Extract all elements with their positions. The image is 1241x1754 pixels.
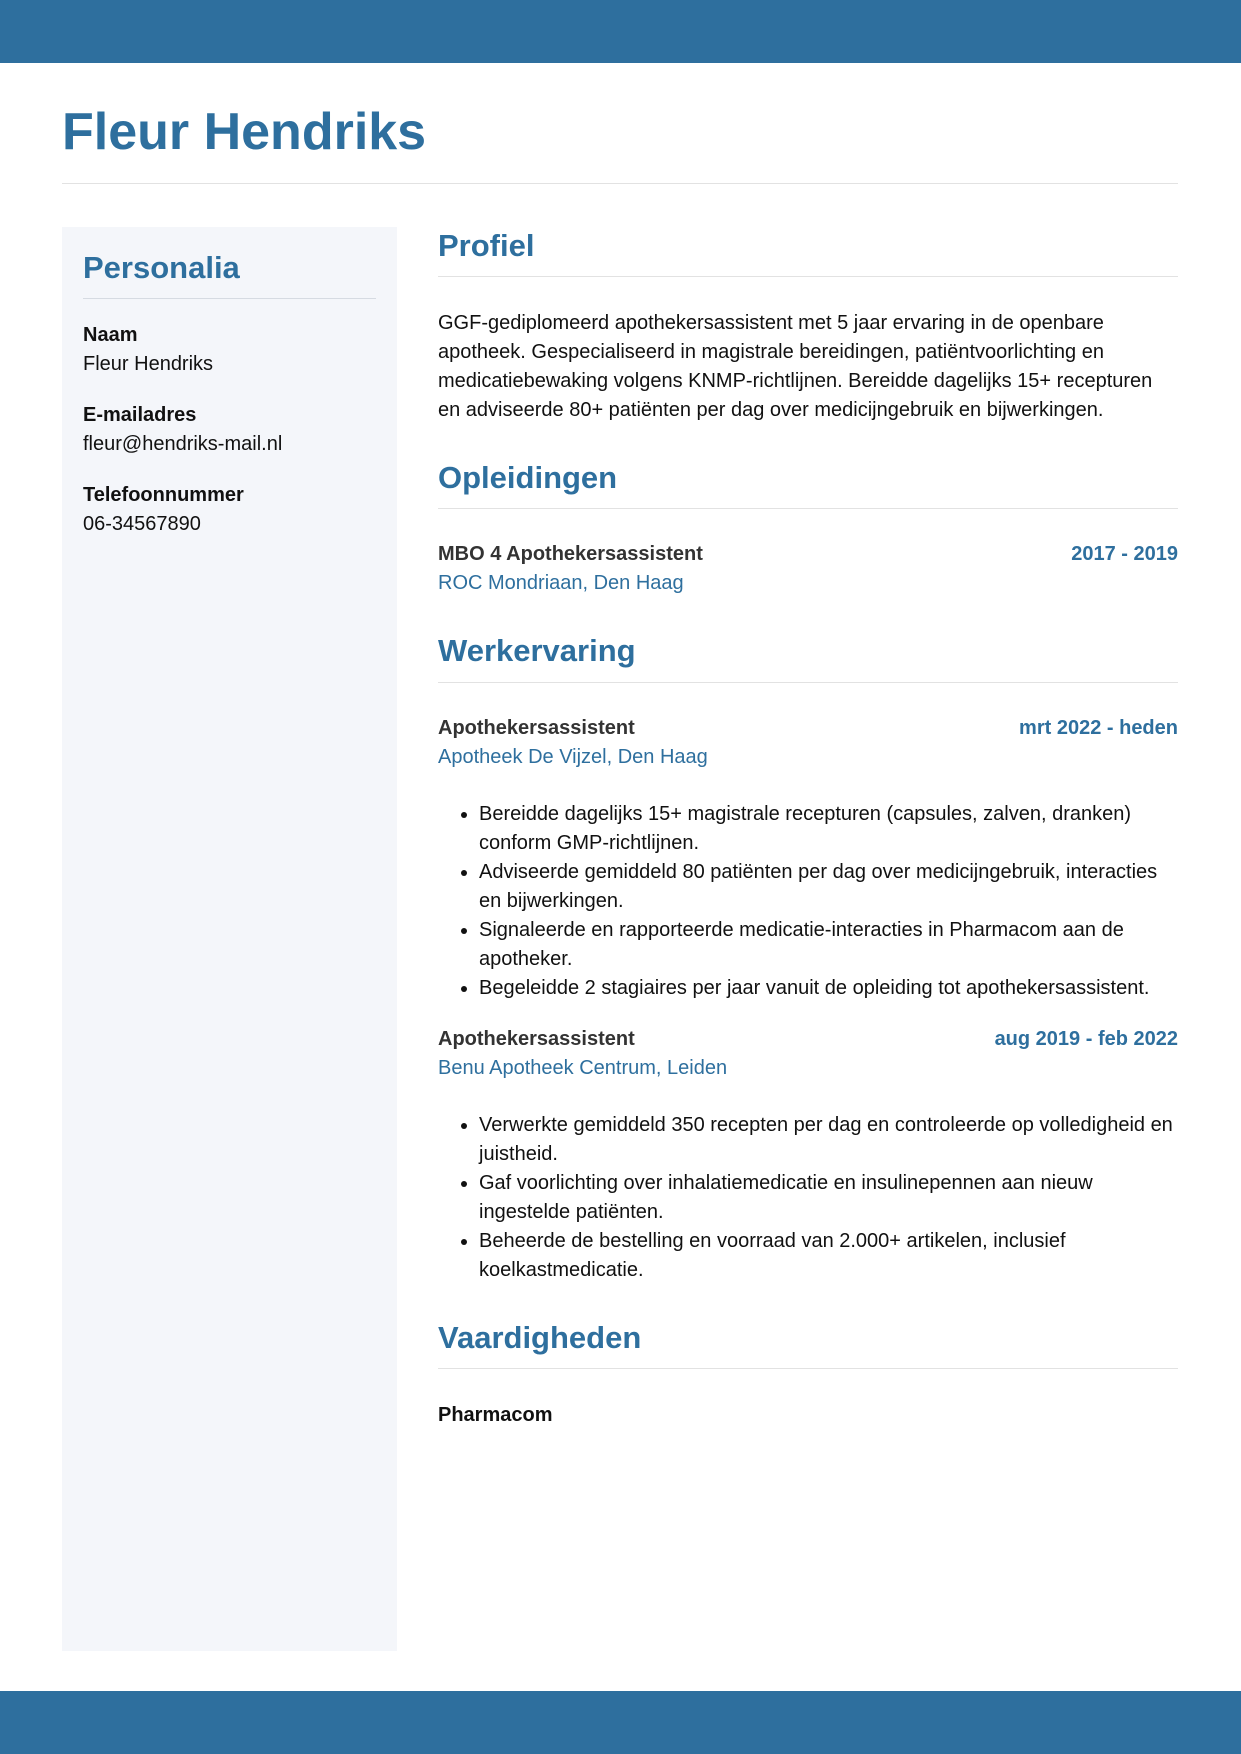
list-item: • Bereidde dagelijks 15+ magistrale recepturen (capsules, zalven, dranken) conform GMP-richtlijnen. (479, 800, 1178, 858)
list-item: • Begeleidde 2 stagiaires per jaar vanuit de opleiding tot apothekersassistent. (479, 974, 1178, 1003)
field-value: Fleur Hendriks (83, 353, 214, 376)
page-title: Fleur Hendriks (62, 103, 427, 161)
list-item: • Adviseerde gemiddeld 80 patiënten per dag over medicijngebruik, interacties en bijwerkingen. (479, 858, 1178, 916)
field-value: fleur@hendriks-mail.nl (83, 433, 283, 456)
entry-dates: mrt 2022 - heden (1019, 716, 1178, 739)
experience-entry (438, 1025, 1178, 1285)
field-value: 06-34567890 (83, 513, 201, 536)
entry-bullet-list (438, 1111, 1178, 1285)
header-divider (62, 183, 1178, 184)
personal-field-email (83, 401, 376, 459)
sidebar-personalia (62, 227, 397, 1651)
entry-title: MBO 4 Apothekersassistent (438, 543, 703, 566)
list-item: • Gaf voorlichting over inhalatiemedicatie en insulinepennen aan nieuw ingestelde patiënten. (479, 1169, 1178, 1227)
section-profile (438, 227, 1178, 425)
section-title: Opleidingen (438, 459, 1178, 509)
field-label: E-mailadres (83, 404, 197, 427)
field-label: Telefoonnummer (83, 484, 244, 507)
entry-dates: aug 2019 - feb 2022 (994, 1027, 1178, 1050)
section-education (438, 459, 1178, 598)
entry-title: Apothekersassistent (438, 716, 635, 739)
profile-text: GGF-gediplomeerd apothekersassistent met 5 jaar ervaring in de openbare apotheek. Gespecialiseerd in magistrale bereidingen, patiëntvoorlichting en medicatiebewaking volgens KNMP-richtlijnen. Bereidde dagelijks 15+ recepturen en adviseerde 80+ patiënten per dag over medicijngebruik en bijwerkingen. (438, 312, 1153, 422)
list-item: • Verwerkte gemiddeld 350 recepten per dag en controleerde op volledigheid en juistheid. (479, 1111, 1178, 1169)
section-title: Werkervaring (438, 632, 1178, 682)
section-title: Profiel (438, 227, 1178, 277)
section-skills (438, 1319, 1178, 1430)
education-entry (438, 540, 1178, 598)
entry-organization: ROC Mondriaan, Den Haag (438, 572, 684, 595)
entry-organization: Benu Apotheek Centrum, Leiden (438, 1056, 728, 1079)
top-color-bar (0, 0, 1241, 63)
entry-dates: 2017 - 2019 (1071, 543, 1178, 566)
entry-header (438, 540, 1178, 569)
main-content (438, 227, 1178, 1430)
entry-organization: Apotheek De Vijzel, Den Haag (438, 745, 708, 768)
experience-entry (438, 714, 1178, 1003)
entry-bullet-list (438, 800, 1178, 1003)
skill-item: Pharmacom (438, 1403, 553, 1426)
entry-header (438, 714, 1178, 743)
list-item: • Signaleerde en rapporteerde medicatie-interacties in Pharmacom aan de apotheker. (479, 916, 1178, 974)
entry-title: Apothekersassistent (438, 1027, 635, 1050)
personal-field-name (83, 321, 376, 379)
entry-header (438, 1025, 1178, 1054)
section-experience (438, 632, 1178, 1284)
personal-field-phone (83, 481, 376, 539)
field-label: Naam (83, 324, 138, 347)
list-item: • Beheerde de bestelling en voorraad van 2.000+ artikelen, inclusief koelkastmedicatie. (479, 1227, 1178, 1285)
bottom-color-bar (0, 1691, 1241, 1754)
sidebar-title: Personalia (83, 249, 376, 299)
section-title: Vaardigheden (438, 1319, 1178, 1369)
